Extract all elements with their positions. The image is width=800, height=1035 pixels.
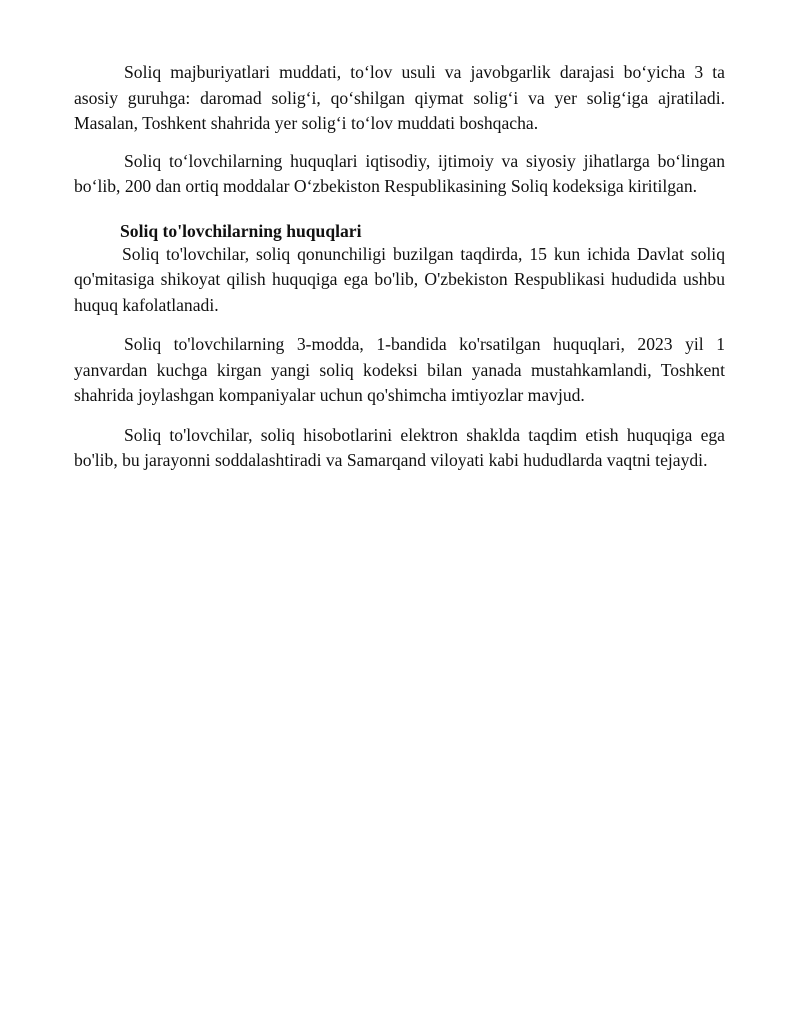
paragraph-taxpayer-rights-overview: Soliq to‘lovchilarning huquqlari iqtisodiy, ijtimoiy va siyosiy jihatlarga bo‘lingan bo‘lib, 200 dan ortiq moddalar O‘zbekiston Respublikasining Soliq kodeksiga kiritilgan. — [74, 150, 725, 196]
paragraph-complaint-right: Soliq to'lovchilar, soliq qonunchiligi buzilgan taqdirda, 15 kun ichida Davlat soliq qo'mitasiga shikoyat qilish huquqiga ega bo'lib, O'zbekiston Respublikasi hududida ushbu huquq kafolatlanadi. — [74, 243, 725, 315]
paragraph-electronic-reports: Soliq to'lovchilar, soliq hisobotlarini elektron shaklda taqdim etish huquqiga ega bo'lib, bu jarayonni soddalashtiradi va Samarqand viloyati kabi hududlarda vaqtni tejaydi. — [74, 424, 725, 470]
paragraph-new-tax-code: Soliq to'lovchilarning 3-modda, 1-bandida ko'rsatilgan huquqlari, 2023 yil 1 yanvardan kuchga kirgan yangi soliq kodeksi bilan yanada mustahkamlandi, Toshkent shahrida joylashgan kompaniyalar uchun qo'shimcha imtiyozlar mavjud. — [74, 334, 725, 405]
document-page — [74, 60, 725, 474]
section-heading: Soliq to'lovchilarning huquqlari — [120, 220, 362, 241]
paragraph-tax-obligations: Soliq majburiyatlari muddati, to‘lov usuli va javobgarlik darajasi bo‘yicha 3 ta asosiy guruhga: daromad solig‘i, qo‘shilgan qiymat solig‘i va yer solig‘iga ajratiladi. Masalan, Toshkent shahrida yer solig‘i to‘lov muddati boshqacha. — [74, 62, 725, 133]
